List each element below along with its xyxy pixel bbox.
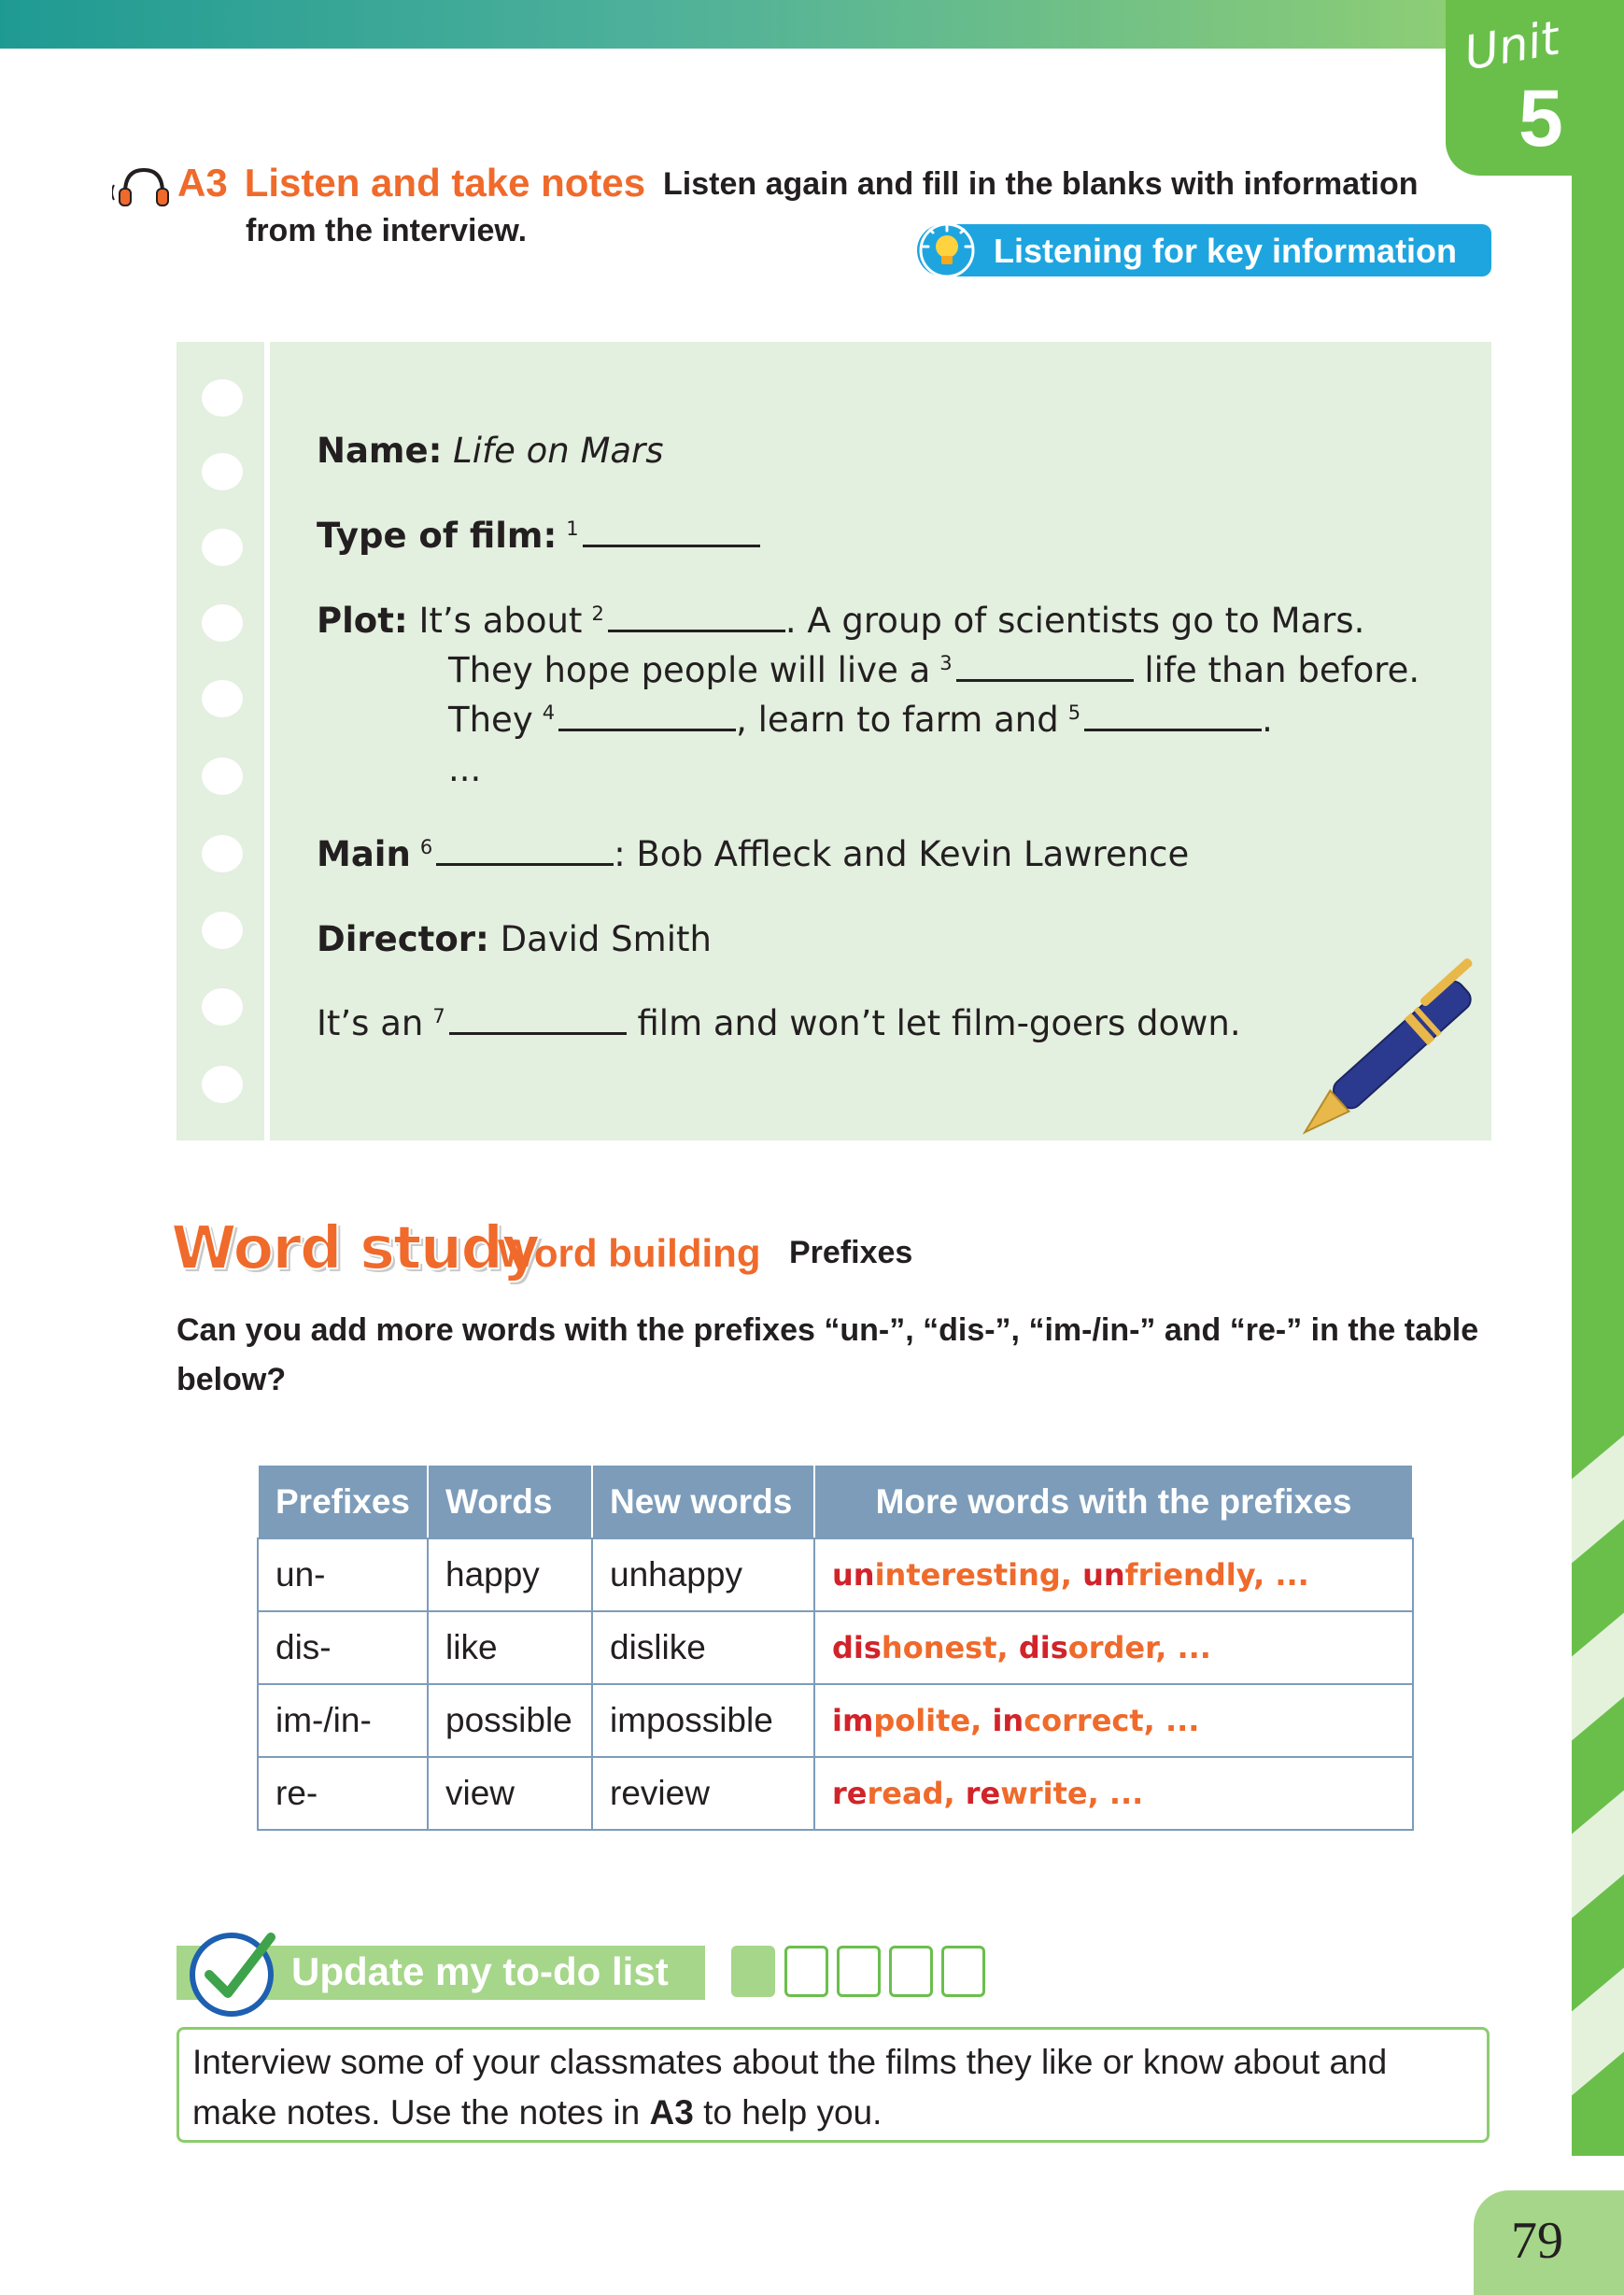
prefix-highlight: in (992, 1703, 1024, 1738)
headphones-icon (112, 164, 170, 209)
page-number: 79 (1511, 2212, 1563, 2270)
unit-word: Unit (1460, 10, 1564, 81)
note-main (317, 834, 1189, 874)
more-words-cell (814, 1684, 1413, 1757)
note-plot-3 (448, 700, 1273, 740)
name-value: Life on Mars (453, 431, 664, 471)
word-rest: read, (867, 1776, 966, 1811)
word-study-subtitle: Word building (498, 1231, 761, 1275)
word-rest: friendly, ... (1124, 1557, 1309, 1593)
a3-instruction: Listen again and fill in the blanks with information (663, 166, 1419, 202)
new-word-cell: dislike (592, 1611, 814, 1684)
new-word-cell: review (592, 1757, 814, 1830)
column-header: More words with the prefixes (814, 1465, 1413, 1538)
plot-text: . A group of scientists go to Mars. (784, 601, 1365, 641)
todo-title: Update my to-do list (291, 1949, 669, 1993)
blank-line[interactable] (436, 835, 614, 866)
type-label: Type of film: (317, 516, 558, 556)
blank-number: 5 (1067, 701, 1081, 724)
prefix-table (257, 1464, 1414, 1831)
name-label: Name: (317, 431, 443, 471)
notepad-hole (202, 988, 243, 1026)
notepad-hole (202, 758, 243, 795)
word-cell: view (428, 1757, 592, 1830)
blank-number: 6 (419, 835, 433, 858)
todo-text: to help you. (703, 2093, 883, 2132)
prefix-highlight: un (832, 1557, 875, 1593)
blank-line[interactable] (558, 701, 736, 731)
fountain-pen-icon (1279, 927, 1522, 1160)
column-header: Prefixes (258, 1465, 428, 1538)
blank-line[interactable] (956, 651, 1134, 682)
progress-checkbox[interactable] (784, 1946, 828, 1997)
note-plot-2 (448, 650, 1419, 690)
blank-number: 4 (542, 701, 556, 724)
table-row (258, 1538, 1413, 1611)
table-row (258, 1684, 1413, 1757)
progress-checkbox[interactable] (837, 1946, 881, 1997)
checkmark-icon (185, 1924, 282, 2021)
plot-text: It’s about (418, 601, 583, 641)
skill-label: Listening for key information (994, 232, 1458, 270)
note-name (317, 431, 664, 471)
lightbulb-icon (919, 222, 975, 278)
more-words-cell (814, 1757, 1413, 1830)
last-text: film and won’t let film-goers down. (637, 1003, 1241, 1043)
new-word-cell: unhappy (592, 1538, 814, 1611)
blank-number: 1 (566, 517, 579, 540)
word-study-question: Can you add more words with the prefixes “un-”, “dis-”, “im-/in-” and “re-” in the table below? (177, 1312, 1479, 1397)
word-rest: correct, ... (1024, 1703, 1200, 1738)
note-last (317, 1003, 1241, 1043)
notepad-hole (202, 529, 243, 566)
page-number-tab (1474, 2190, 1624, 2295)
word-cell: possible (428, 1684, 592, 1757)
plot-text: life than before. (1144, 650, 1420, 690)
plot-text: They hope people will live a (448, 650, 931, 690)
main-label: Main (317, 834, 411, 874)
word-cell: like (428, 1611, 592, 1684)
notepad-hole (202, 912, 243, 949)
notepad-hole (202, 680, 243, 717)
word-rest: interesting, (874, 1557, 1083, 1593)
todo-text: Interview some of your classmates about the films they like or know about and make notes. Use the notes in (192, 2043, 1388, 2132)
notepad-margin (264, 342, 270, 1140)
skill-badge (917, 224, 1491, 276)
unit-number: 5 (1518, 74, 1563, 163)
prefix-highlight: dis (1018, 1630, 1068, 1665)
notepad-hole (202, 835, 243, 872)
a3-title (177, 161, 645, 205)
blank-line[interactable] (449, 1004, 627, 1035)
blank-line[interactable] (583, 517, 760, 547)
a3-instruction-2: from the interview. (246, 213, 528, 248)
more-words-cell (814, 1611, 1413, 1684)
prefix-highlight: re (965, 1776, 1001, 1811)
note-ellipsis: ... (448, 749, 482, 789)
a3-title-text: Listen and take notes (244, 161, 646, 205)
todo-task (177, 2027, 1490, 2143)
blank-line[interactable] (608, 602, 785, 632)
director-label: Director: (317, 919, 489, 959)
word-cell: happy (428, 1538, 592, 1611)
a3-code: A3 (177, 161, 228, 205)
blank-number: 2 (591, 602, 604, 625)
note-plot (317, 601, 1364, 641)
prefix-highlight: re (832, 1776, 868, 1811)
column-header: Words (428, 1465, 592, 1538)
word-study-topic: Prefixes (789, 1235, 913, 1270)
word-rest: polite, (873, 1703, 993, 1738)
prefix-highlight: un (1082, 1557, 1125, 1593)
progress-box-filled (731, 1946, 775, 1997)
prefix-cell: un- (258, 1538, 428, 1611)
blank-line[interactable] (1084, 701, 1262, 731)
blank-number: 3 (939, 651, 953, 674)
word-rest: honest, (881, 1630, 1019, 1665)
prefix-cell: im-/in- (258, 1684, 428, 1757)
prefix-highlight: im (832, 1703, 874, 1738)
plot-label: Plot: (317, 601, 408, 641)
column-header: New words (592, 1465, 814, 1538)
word-rest: order, ... (1067, 1630, 1211, 1665)
table-row (258, 1757, 1413, 1830)
plot-text: They (448, 700, 533, 740)
notepad-hole (202, 453, 243, 490)
table-row (258, 1611, 1413, 1684)
new-word-cell: impossible (592, 1684, 814, 1757)
word-rest: write, ... (1000, 1776, 1144, 1811)
plot-text: . (1262, 700, 1273, 740)
prefix-highlight: dis (832, 1630, 882, 1665)
blank-number: 7 (432, 1004, 445, 1027)
progress-checkbox[interactable] (941, 1946, 985, 1997)
note-type (317, 516, 760, 556)
note-director (317, 919, 712, 959)
unit-tab (1446, 0, 1624, 176)
progress-checkbox[interactable] (889, 1946, 933, 1997)
todo-ref: A3 (649, 2093, 694, 2132)
table-header-row (258, 1465, 1413, 1538)
notepad-hole (202, 1066, 243, 1103)
prefix-cell: re- (258, 1757, 428, 1830)
last-text: It’s an (317, 1003, 424, 1043)
notepad-hole (202, 604, 243, 642)
top-banner (0, 0, 1476, 49)
director-value: David Smith (500, 919, 712, 959)
notepad-hole (202, 379, 243, 417)
main-value: : Bob Affleck and Kevin Lawrence (614, 834, 1190, 874)
prefix-cell: dis- (258, 1611, 428, 1684)
word-study-title: Word study (171, 1214, 539, 1283)
plot-text: , learn to farm and (736, 700, 1059, 740)
more-words-cell (814, 1538, 1413, 1611)
